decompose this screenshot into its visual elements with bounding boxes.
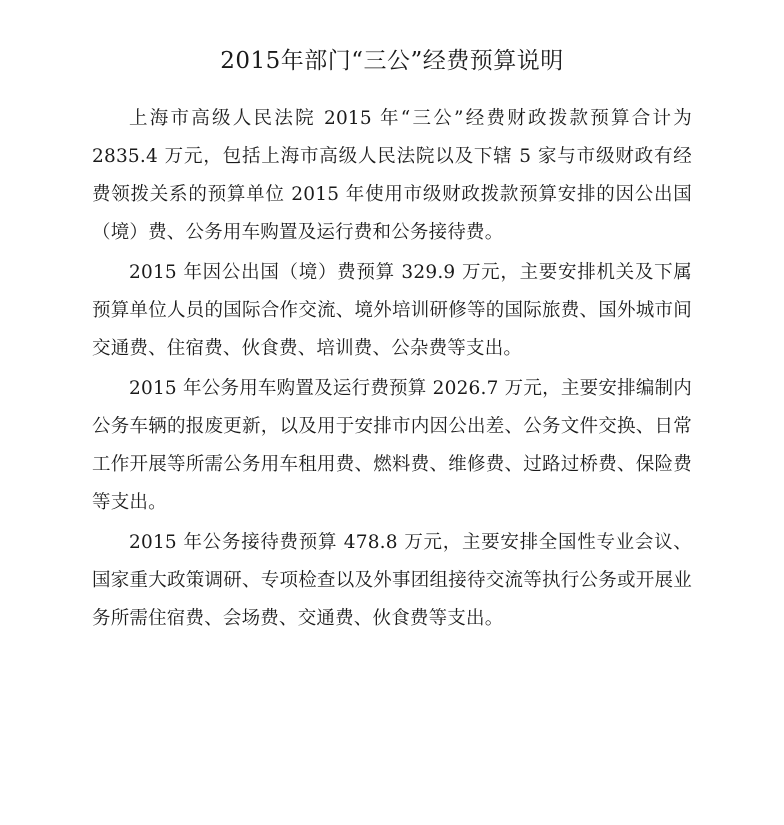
paragraph-official-reception: 2015 年公务接待费预算 478.8 万元，主要安排全国性专业会议、国家重大政策调研、专项检查以及外事团组接待交流等执行公务或开展业务所需住宿费、会场费、交通费、伙食费等支出。 xyxy=(92,532,692,629)
paragraph-official-vehicles: 2015 年公务用车购置及运行费预算 2026.7 万元，主要安排编制内公务车辆的报废更新，以及用于安排市内因公出差、公务文件交换、日常工作开展等所需公务用车租用费、燃料费、维修费、过路过桥费、保险费等支出。 xyxy=(92,378,692,513)
paragraph-total-budget: 上海市高级人民法院 2015 年“三公”经费财政拨款预算合计为 2835.4 万元，包括上海市高级人民法院以及下辖 5 家与市级财政有经费领拨关系的预算单位 2015 年使用市级财政拨款预算安排的因公出国（境）费、公务用车购置及运行费和公务接待费。 xyxy=(92,108,692,243)
paragraph-overseas-travel: 2015 年因公出国（境）费预算 329.9 万元，主要安排机关及下属预算单位人员的国际合作交流、境外培训研修等的国际旅费、国外城市间交通费、住宿费、伙食费、培训费、公杂费等支出。 xyxy=(92,262,692,359)
page-title: 2015年部门“三公”经费预算说明 xyxy=(220,48,564,74)
